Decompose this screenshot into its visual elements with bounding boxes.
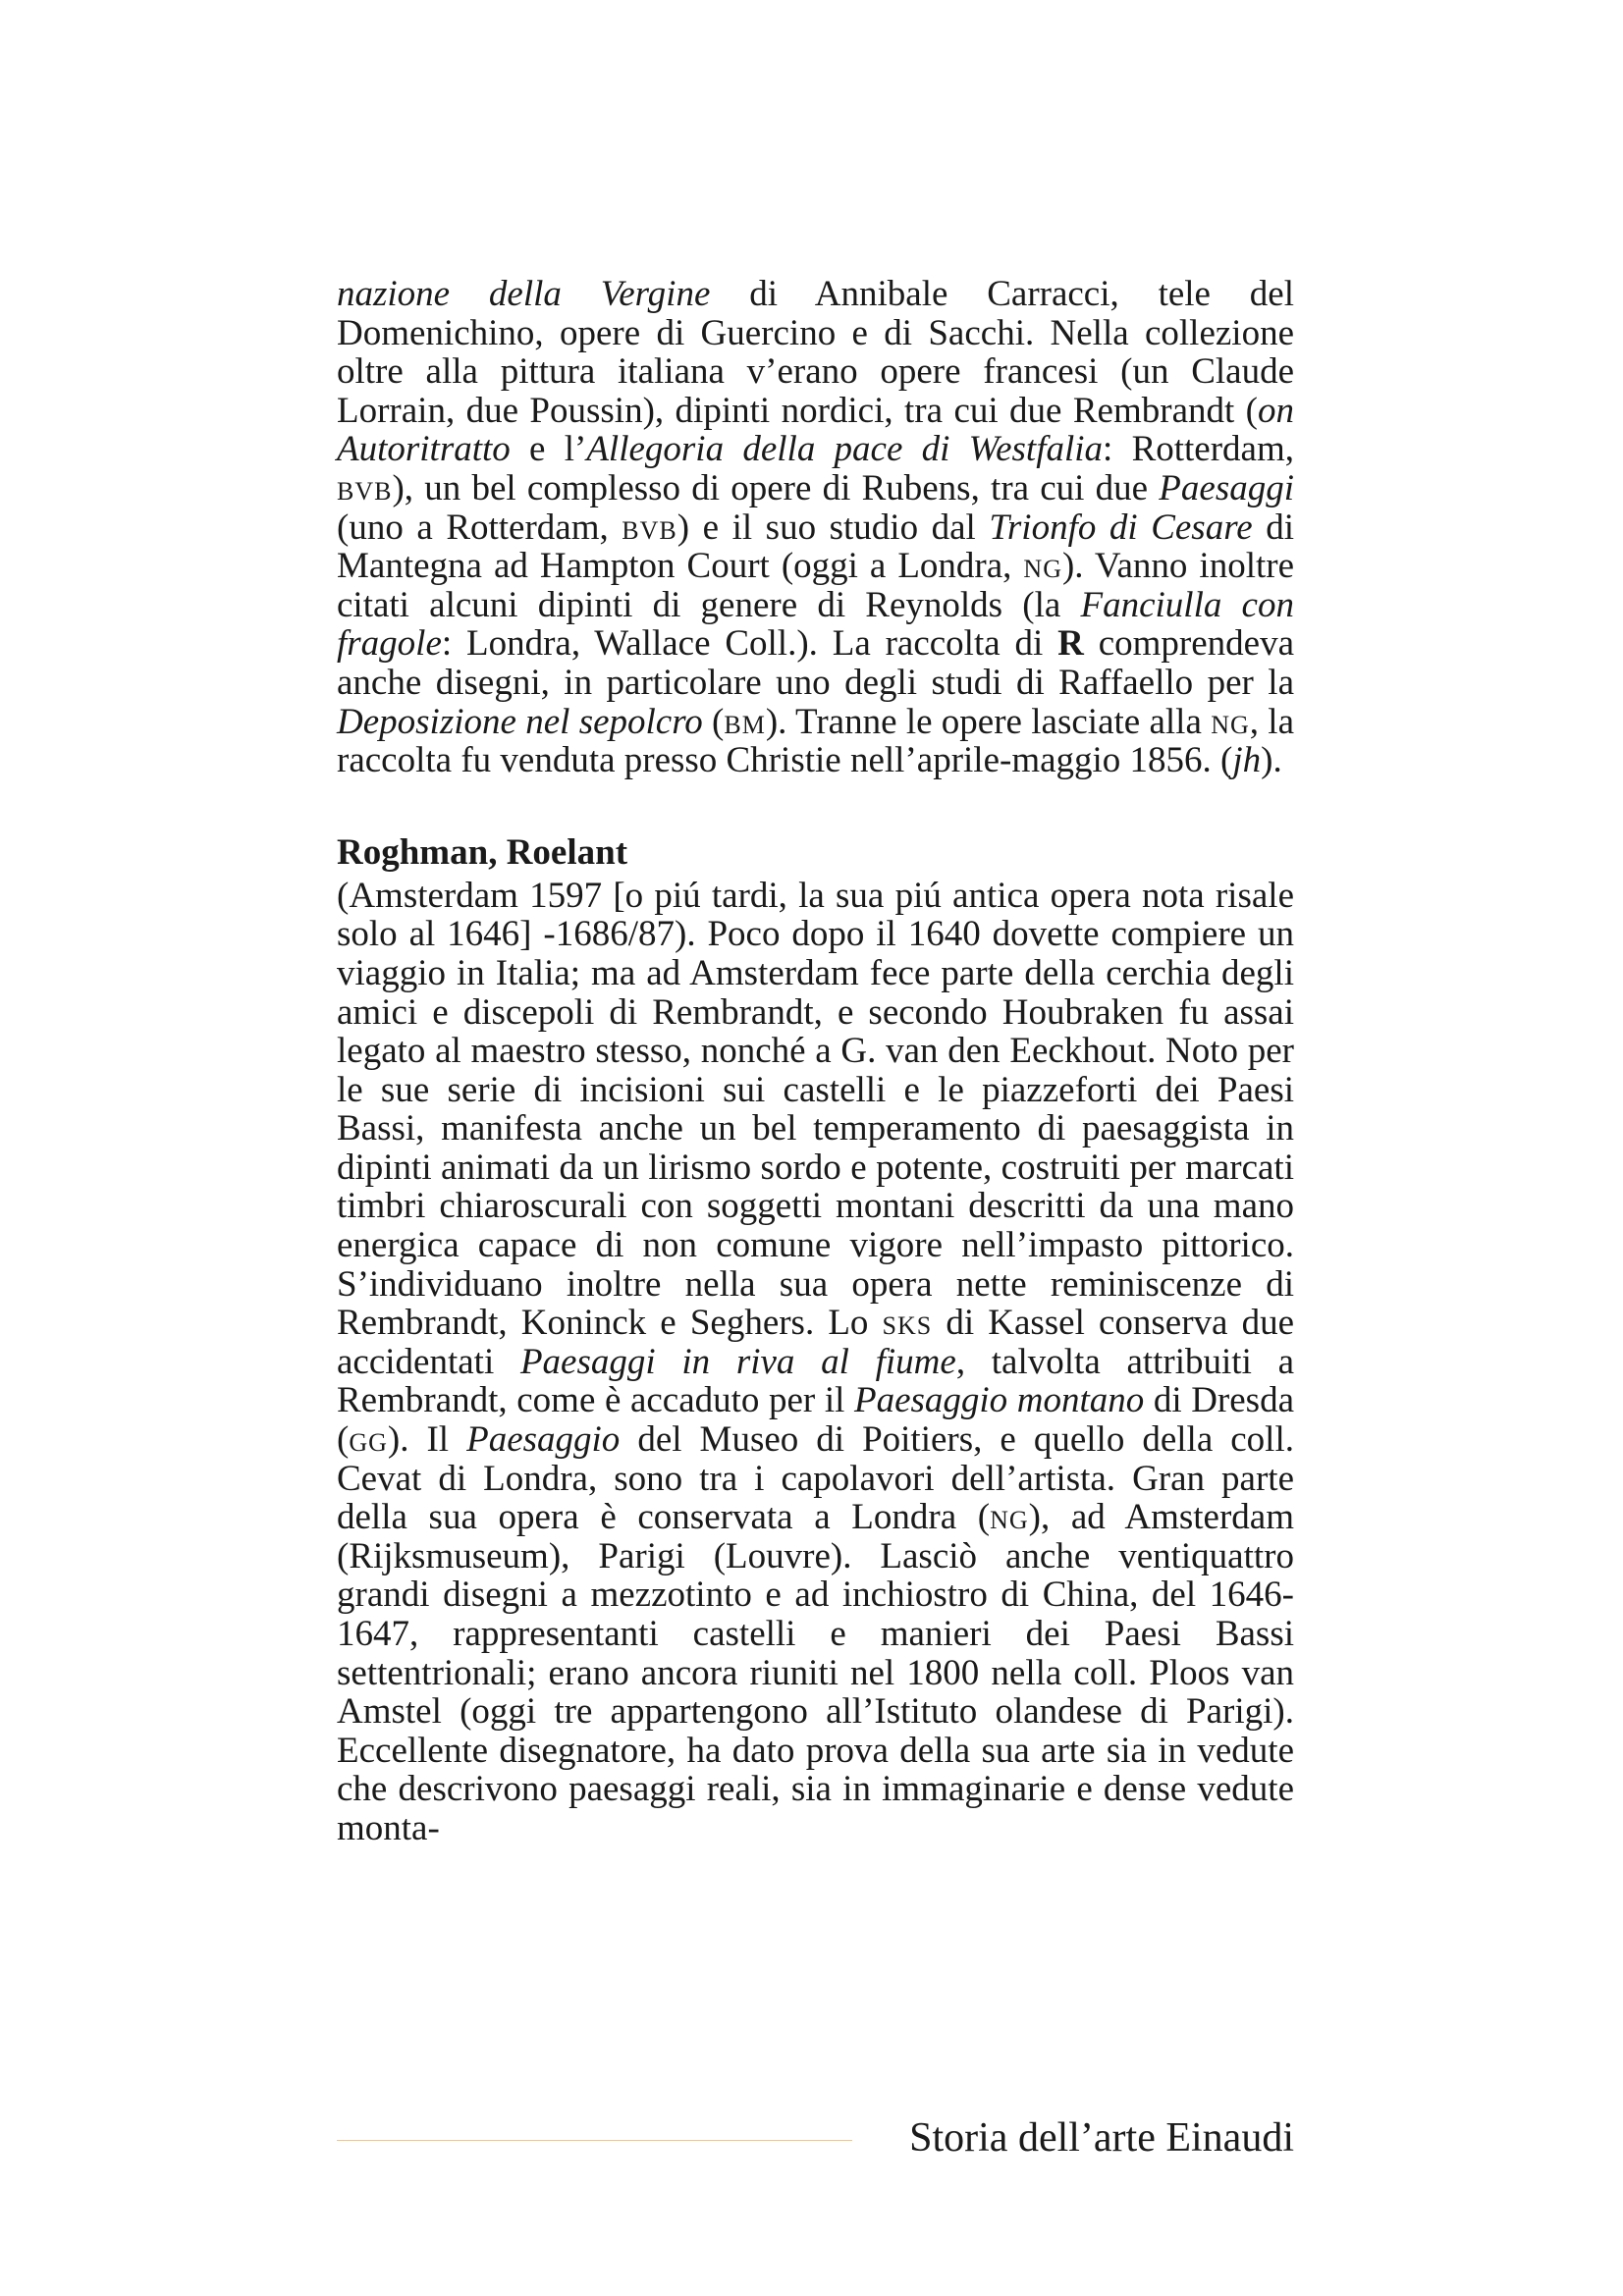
body-text: : Rotterdam, (1103, 429, 1295, 470)
artwork-title: Paesaggio montano (853, 1380, 1145, 1421)
abbreviation: ng (1211, 701, 1250, 742)
artwork-title: Paesaggi in riva al fiume (519, 1341, 956, 1382)
body-text: , talvolta attribuiti a Rembrandt, come è accaduto per il (337, 1341, 1294, 1421)
abbreviation: bm (724, 701, 766, 742)
body-text: di Kassel conserva due accidentati (337, 1303, 1294, 1382)
abbreviation: ng (990, 1497, 1029, 1538)
body-text: ). Tranne le opere lasciate alla (765, 701, 1212, 742)
body-text: ), ad Amsterdam (Rijksmuseum), Parigi (Louvre). Lasciò anche ventiquattro grandi disegni a mezzotinto e ad inchiostro di China, del 1646-1647, rappresentanti castelli e manieri dei Paesi Bassi settentrionali; erano ancora riuniti nel 1800 nella coll. Ploos van Amstel (oggi tre appartengono all’Istituto olandese di Parigi). Eccellente disegnatore, ha dato prova della sua arte sia in vedute che descrivono paesaggi reali, sia in immaginarie e dense vedute monta- (337, 1497, 1294, 1848)
continuation-paragraph (337, 275, 1294, 780)
abbreviation: gg (349, 1419, 388, 1461)
artwork-title: Paesaggi (1159, 467, 1294, 508)
body-text: di Annibale Carracci, tele del Domenichino, opere di Guercino e di Sacchi. Nella collezione oltre alla pittura italiana v’erano opere francesi (un Claude Lorrain, due Poussin), dipinti nordici, tra cui due Rembrandt ( (337, 274, 1295, 431)
artwork-title: Paesaggio (466, 1419, 621, 1461)
abbreviation: bvb (337, 467, 393, 508)
entry-initial: R (1057, 623, 1084, 665)
body-text: ) e il suo studio dal (676, 507, 990, 548)
abbreviation: ng (1023, 546, 1062, 587)
abbreviation: bvb (622, 507, 677, 548)
body-text: ). Vanno inoltre citati alcuni dipinti di genere di Reynolds (la (337, 546, 1294, 625)
body-text: , la raccolta fu venduta presso Christie nell’aprile-maggio 1856. ( (337, 701, 1294, 781)
body-text: del Museo di Poitiers, e quello della coll. Cevat di Londra, sono tra i capolavori dell’artista. Gran parte della sua opera è conservata a Londra ( (337, 1419, 1294, 1538)
body-text: di Dresda ( (337, 1380, 1294, 1461)
body-text: (Amsterdam 1597 [o piú tardi, la sua piú antica opera nota risale solo al 1646] -1686/87). Poco dopo il 1640 dovette compiere un viaggio in Italia; ma ad Amsterdam fece parte della cerchia degli amici e discepoli di Rembrandt, e secondo Houbraken fu assai legato al maestro stesso, nonché a G. van den Eeckhout. Noto per le sue serie di incisioni sui castelli e le piazzeforti dei Paesi Bassi, manifesta anche un bel temperamento di paesaggista in dipinti animati da un lirismo sordo e potente, costruiti per marcati timbri chiaroscurali con soggetti montani descritti da una mano energica capace di non comune vigore nell’impasto pittorico. S’individuano inoltre nella sua opera nette reminiscenze di Rembrandt, Koninck e Seghers. Lo (337, 875, 1294, 1344)
abbreviation: sks (882, 1303, 933, 1344)
footer-publisher-label: Storia dell’arte Einaudi (909, 2115, 1294, 2161)
entry-heading: Roghman, Roelant (337, 831, 628, 873)
entry-paragraph (337, 877, 1294, 1848)
body-text: di Mantegna ad Hampton Court (oggi a Londra, (337, 507, 1294, 587)
body-text: ). Il (387, 1419, 467, 1461)
artwork-title: Trionfo di Cesare (989, 507, 1253, 548)
artwork-title: nazione della Vergine (337, 274, 711, 314)
author-initials: jh (1232, 740, 1262, 781)
text-column (337, 275, 1294, 1848)
footer-rule (337, 2140, 852, 2141)
body-text: e l’ (510, 429, 587, 470)
artwork-title: on Autoritratto (337, 390, 1294, 470)
artwork-title: Allegoria della pace di Westfalia (586, 429, 1104, 470)
body-text: comprendeva anche disegni, in particolare uno degli studi di Raffaello per la (337, 623, 1294, 703)
body-text: (uno a Rotterdam, (337, 507, 622, 548)
artwork-title: Deposizione nel sepolcro (337, 701, 703, 742)
body-text: ), un bel complesso di opere di Rubens, tra cui due (392, 467, 1160, 508)
artwork-title: Fanciulla con fragole (337, 584, 1294, 665)
body-text: ). (1261, 740, 1282, 781)
body-text: ( (702, 701, 725, 742)
body-text: : Londra, Wallace Coll.). La raccolta di (441, 623, 1058, 665)
